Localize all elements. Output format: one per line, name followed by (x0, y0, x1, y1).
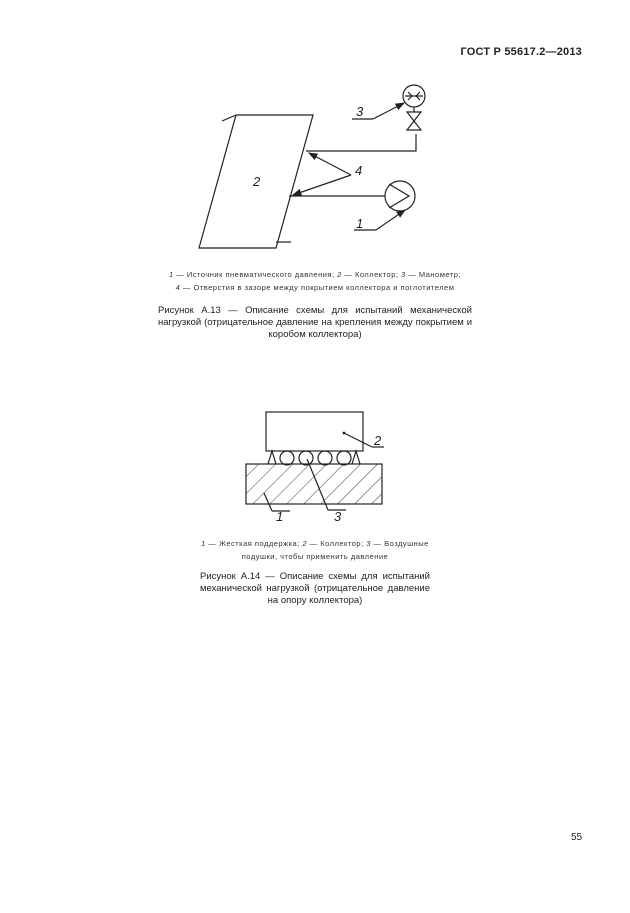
label-source: 1 (356, 216, 364, 231)
document-header: ГОСТ Р 55617.2—2013 (460, 46, 582, 58)
manometer-pipe (306, 134, 416, 151)
collector-tab-top (222, 115, 236, 121)
label-support: 1 (276, 509, 284, 524)
page-number: 55 (571, 832, 583, 843)
label-collector: 2 (374, 433, 382, 448)
label-holes: 4 (355, 163, 363, 178)
collector-box (266, 412, 363, 451)
figure-a13-legend: 1 — Источник пневматического давления; 2 — Коллектор; 3 — Манометр; 4 — Отверстия в зазоре между покрытием коллектора и поглотителем (169, 270, 461, 292)
valve-icon (407, 112, 421, 121)
label-collector: 2 (253, 174, 261, 189)
figure-a13-diagram (0, 0, 630, 300)
label-manometer: 3 (356, 104, 364, 119)
figure-a14-caption: Рисунок А.14 — Описание схемы для испытаний механической нагрузкой (отрицательное давление на опору коллектора) (200, 571, 430, 606)
figure-a13-caption: Рисунок А.13 — Описание схемы для испытаний механической нагрузкой (отрицательное давление на крепления между покрытием и коробом коллектора) (158, 305, 472, 340)
air-cushions (280, 451, 351, 465)
figure-a14-diagram (0, 400, 630, 530)
label-cushions: 3 (334, 509, 342, 524)
figure-a14-legend: 1 — Жесткая поддержка; 2 — Коллектор; 3 — Воздушные подушки, чтобы применить давление (201, 539, 429, 561)
pressure-source-icon (385, 181, 415, 211)
